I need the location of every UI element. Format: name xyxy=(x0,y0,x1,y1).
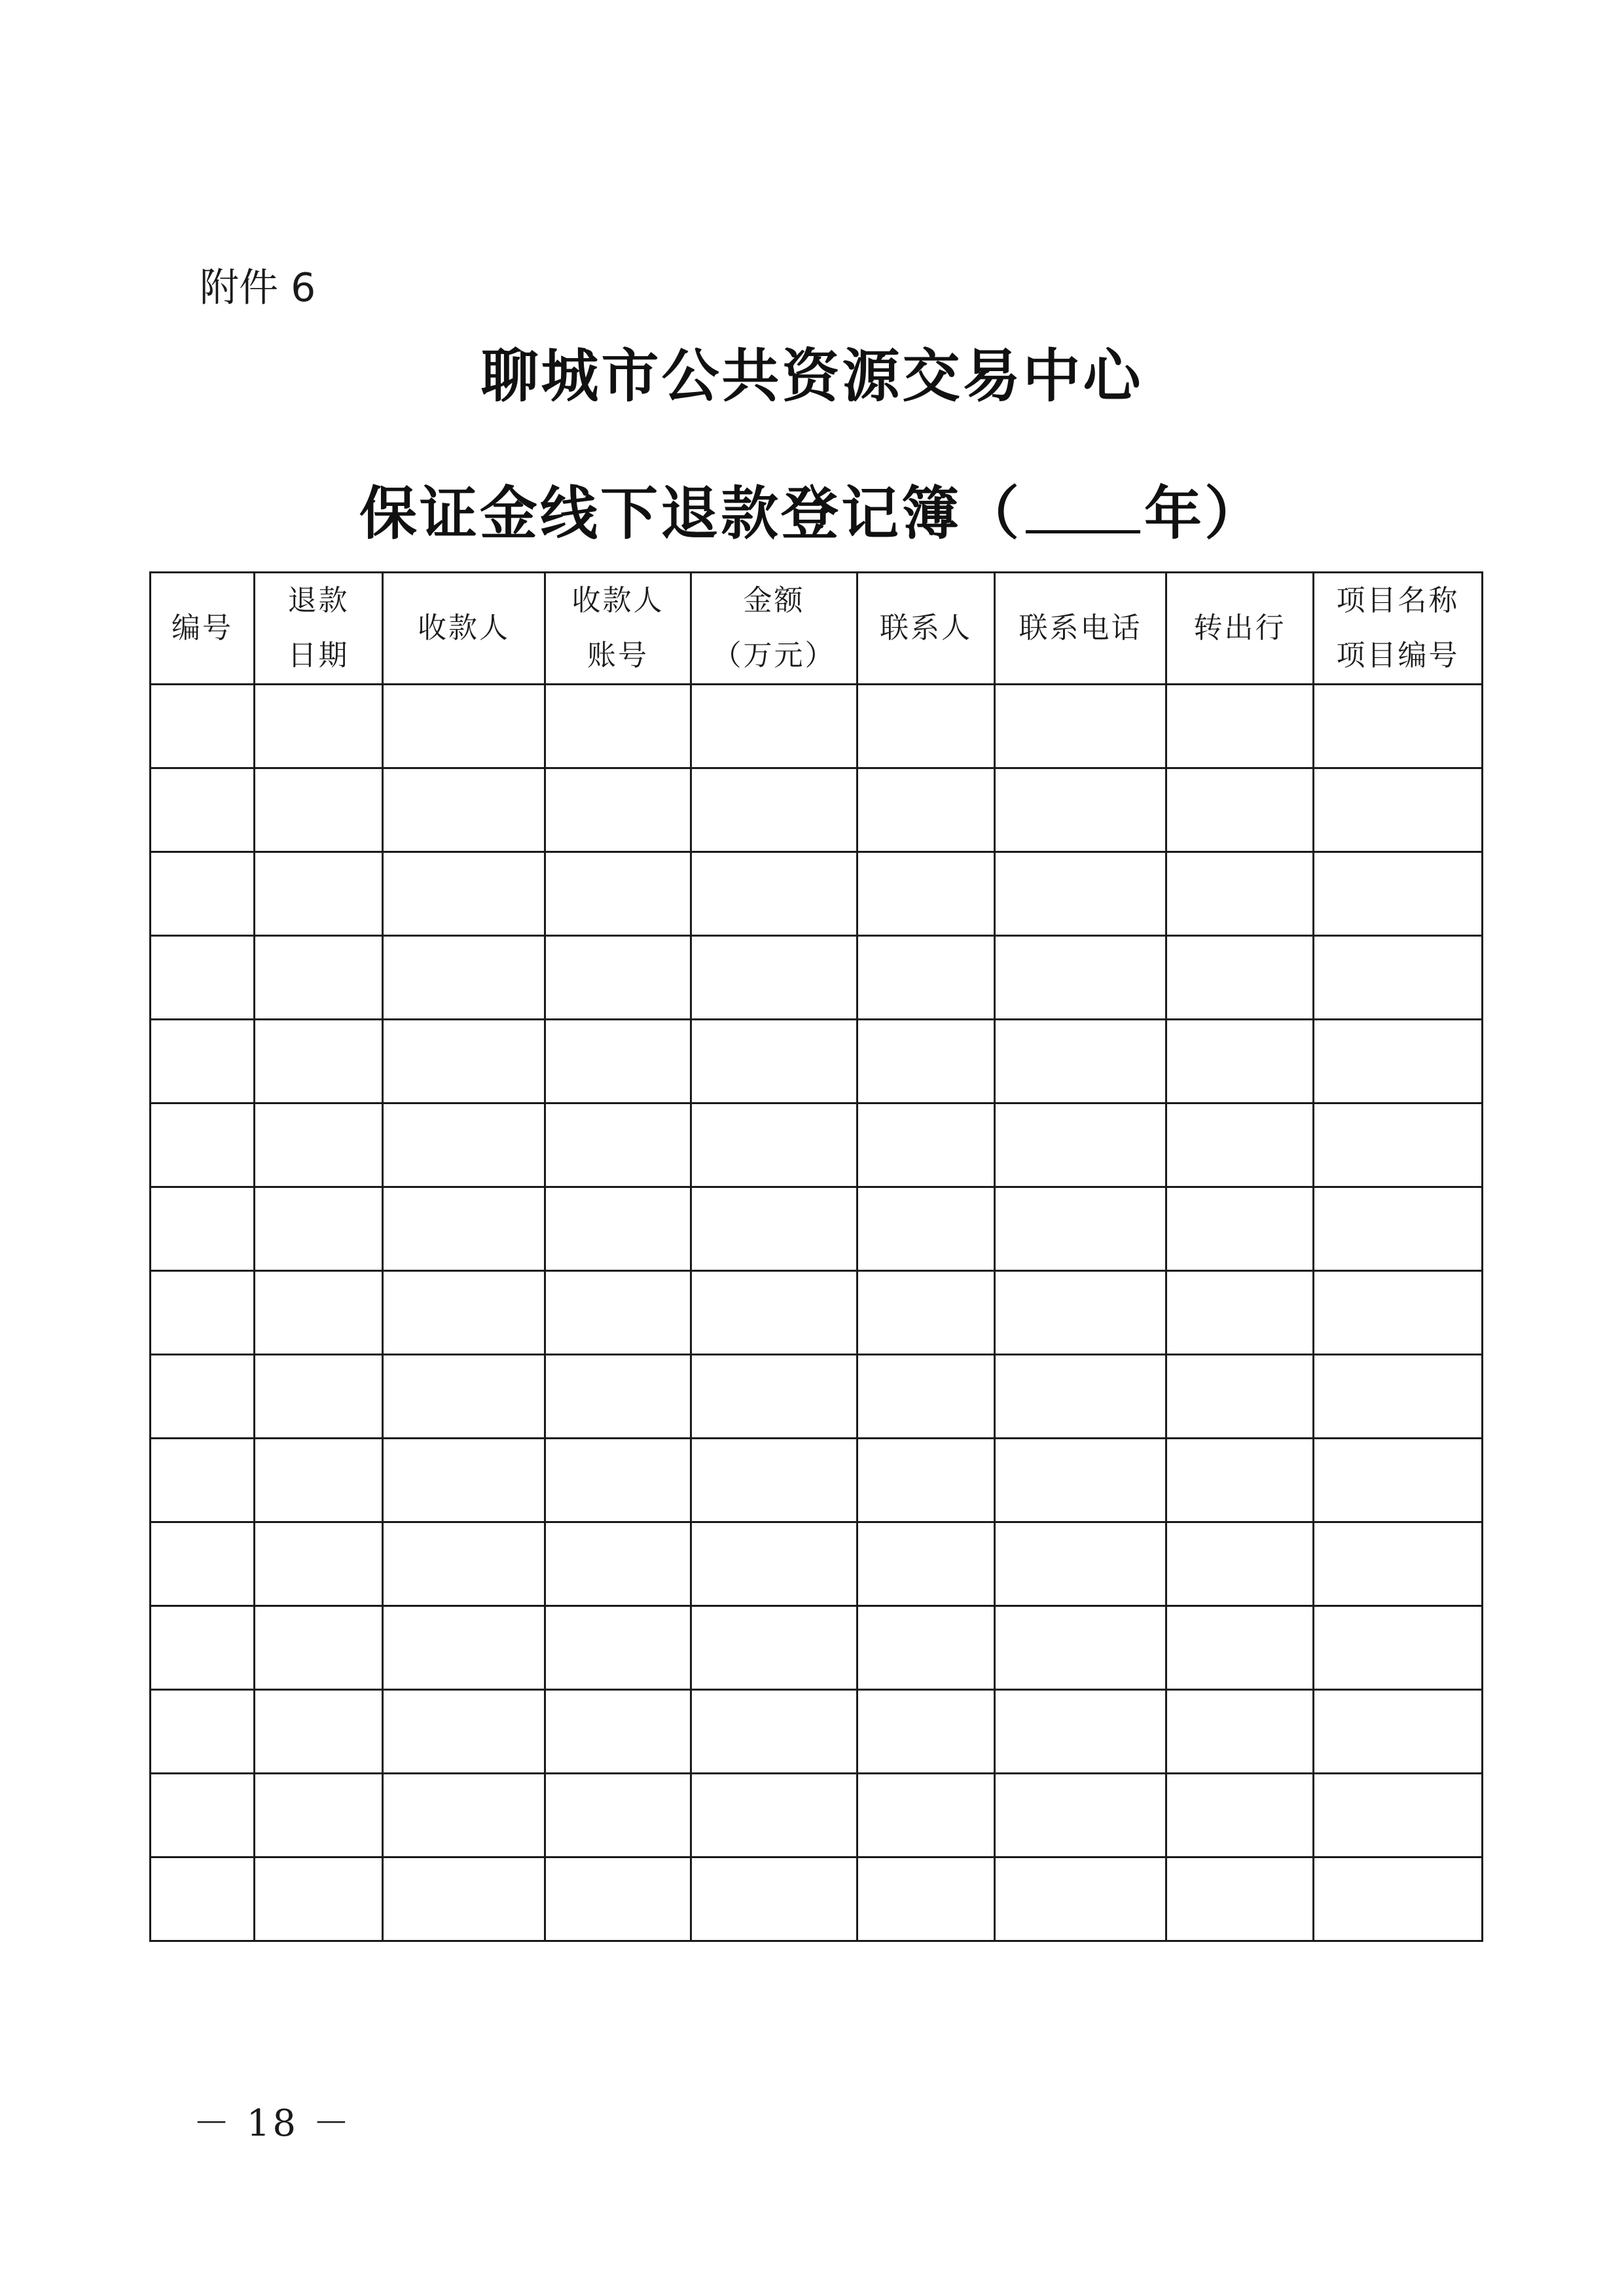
table-cell xyxy=(383,1857,545,1941)
table-row xyxy=(151,1606,1483,1690)
table-cell xyxy=(691,1690,857,1774)
table-cell xyxy=(151,1606,255,1690)
table-row xyxy=(151,1690,1483,1774)
column-header-label: 转出行 xyxy=(1193,611,1286,645)
table-cell xyxy=(545,1271,691,1355)
table-cell xyxy=(545,1690,691,1774)
table-cell xyxy=(383,1187,545,1271)
table-cell xyxy=(545,1187,691,1271)
table-cell xyxy=(995,1690,1166,1774)
table-cell xyxy=(151,1857,255,1941)
table-cell xyxy=(691,1857,857,1941)
column-header-label: 退款 xyxy=(287,584,350,617)
table-cell xyxy=(1314,1020,1483,1103)
table-cell xyxy=(995,1103,1166,1187)
table-cell xyxy=(545,1020,691,1103)
table-cell xyxy=(255,1355,383,1439)
column-header-label: 日期 xyxy=(287,639,350,672)
table-cell xyxy=(151,1271,255,1355)
table-cell xyxy=(857,852,995,936)
table-cell xyxy=(151,1522,255,1606)
table-cell xyxy=(545,936,691,1020)
table-cell xyxy=(995,1606,1166,1690)
table-cell xyxy=(255,768,383,852)
table-cell xyxy=(857,1522,995,1606)
table-row xyxy=(151,768,1483,852)
table-cell xyxy=(857,1606,995,1690)
table-cell xyxy=(857,1187,995,1271)
table-cell xyxy=(545,1439,691,1522)
table-cell xyxy=(995,936,1166,1020)
table-row xyxy=(151,1355,1483,1439)
table-cell xyxy=(151,1774,255,1857)
table-cell xyxy=(691,1606,857,1690)
table-row xyxy=(151,1774,1483,1857)
table-cell xyxy=(995,1522,1166,1606)
table-cell xyxy=(1166,1103,1314,1187)
table-cell xyxy=(857,1020,995,1103)
table-cell xyxy=(151,1187,255,1271)
table-cell xyxy=(691,1439,857,1522)
table-row xyxy=(151,1187,1483,1271)
column-header-label: 账号 xyxy=(587,639,649,672)
subtitle-suffix: 年） xyxy=(1144,479,1265,547)
table-cell xyxy=(255,1271,383,1355)
table-cell xyxy=(857,768,995,852)
table-cell xyxy=(545,768,691,852)
table-row xyxy=(151,1522,1483,1606)
table-cell xyxy=(151,1439,255,1522)
column-header-label: 收款人 xyxy=(571,584,664,617)
column-header-label: 收款人 xyxy=(418,611,510,645)
table-cell xyxy=(255,1020,383,1103)
table-cell xyxy=(255,1774,383,1857)
table-cell xyxy=(383,1606,545,1690)
table-cell xyxy=(383,1439,545,1522)
table-cell xyxy=(255,936,383,1020)
table-cell xyxy=(691,1103,857,1187)
column-header xyxy=(255,573,383,685)
table-cell xyxy=(995,1187,1166,1271)
table-cell xyxy=(995,685,1166,768)
table-cell xyxy=(1314,1187,1483,1271)
table-cell xyxy=(1314,1439,1483,1522)
table-row xyxy=(151,1103,1483,1187)
table-cell xyxy=(545,685,691,768)
table-cell xyxy=(151,1103,255,1187)
table-cell xyxy=(995,1020,1166,1103)
table-cell xyxy=(1166,768,1314,852)
column-header-label: 联系人 xyxy=(880,611,972,645)
table-cell xyxy=(255,1103,383,1187)
table-cell xyxy=(857,1103,995,1187)
table-cell xyxy=(1314,685,1483,768)
column-header xyxy=(1166,573,1314,685)
table-cell xyxy=(691,1774,857,1857)
table-cell xyxy=(383,1355,545,1439)
table-cell xyxy=(857,1439,995,1522)
table-cell xyxy=(995,1271,1166,1355)
column-header xyxy=(151,573,255,685)
document-subtitle xyxy=(0,468,1624,550)
table-cell xyxy=(1314,1355,1483,1439)
table-cell xyxy=(383,1522,545,1606)
table-cell xyxy=(383,1103,545,1187)
table-cell xyxy=(1166,1690,1314,1774)
table-cell xyxy=(1314,1606,1483,1690)
column-header xyxy=(857,573,995,685)
table-cell xyxy=(691,768,857,852)
table-cell xyxy=(1166,1439,1314,1522)
table-cell xyxy=(383,1690,545,1774)
table-cell xyxy=(255,685,383,768)
table-cell xyxy=(151,685,255,768)
table-cell xyxy=(1314,768,1483,852)
table-cell xyxy=(691,685,857,768)
table-cell xyxy=(995,1439,1166,1522)
column-header xyxy=(995,573,1166,685)
table-cell xyxy=(383,1774,545,1857)
table-cell xyxy=(383,685,545,768)
year-blank-line xyxy=(1026,483,1140,533)
table-row xyxy=(151,852,1483,936)
table-cell xyxy=(1314,936,1483,1020)
table-cell xyxy=(1314,1690,1483,1774)
table-cell xyxy=(383,768,545,852)
table-cell xyxy=(1166,1774,1314,1857)
table-cell xyxy=(545,1355,691,1439)
table-cell xyxy=(255,1439,383,1522)
table-cell xyxy=(383,1020,545,1103)
table-cell xyxy=(545,1103,691,1187)
table-cell xyxy=(691,1522,857,1606)
document-title: 聊城市公共资源交易中心 xyxy=(480,342,1144,410)
table-cell xyxy=(545,1857,691,1941)
table-cell xyxy=(255,852,383,936)
table-row xyxy=(151,1271,1483,1355)
table-cell xyxy=(691,1187,857,1271)
table-cell xyxy=(995,852,1166,936)
table-cell xyxy=(691,1355,857,1439)
table-cell xyxy=(383,852,545,936)
table-cell xyxy=(1166,1187,1314,1271)
table-cell xyxy=(995,768,1166,852)
table-cell xyxy=(1314,1522,1483,1606)
table-cell xyxy=(691,1020,857,1103)
column-header-label: 项目名称 xyxy=(1336,584,1460,617)
table-cell xyxy=(383,936,545,1020)
table-cell xyxy=(545,1522,691,1606)
table-cell xyxy=(255,1690,383,1774)
table-row xyxy=(151,936,1483,1020)
table-cell xyxy=(995,1857,1166,1941)
table-cell xyxy=(691,936,857,1020)
column-header-label: 联系电话 xyxy=(1019,611,1142,645)
table-cell xyxy=(857,1271,995,1355)
table-cell xyxy=(857,1355,995,1439)
table-row xyxy=(151,685,1483,768)
attachment-label: 附件 6 xyxy=(200,265,316,311)
column-header xyxy=(383,573,545,685)
column-header xyxy=(545,573,691,685)
column-header xyxy=(1314,573,1483,685)
table-cell xyxy=(995,1774,1166,1857)
table-cell xyxy=(545,852,691,936)
page-number: － 18 － xyxy=(193,2102,352,2145)
table-cell xyxy=(691,852,857,936)
table-cell xyxy=(857,685,995,768)
table-cell xyxy=(1166,936,1314,1020)
table-cell xyxy=(1314,1857,1483,1941)
table-cell xyxy=(1166,1606,1314,1690)
column-header-label: 金额 xyxy=(743,584,805,617)
table-cell xyxy=(151,1020,255,1103)
table-cell xyxy=(151,768,255,852)
table-cell xyxy=(1166,685,1314,768)
table-cell xyxy=(545,1606,691,1690)
table-cell xyxy=(857,1774,995,1857)
table-cell xyxy=(255,1606,383,1690)
table-cell xyxy=(1314,1103,1483,1187)
table-cell xyxy=(255,1857,383,1941)
column-header xyxy=(691,573,857,685)
column-header-label: 项目编号 xyxy=(1336,639,1460,672)
table-cell xyxy=(1166,1355,1314,1439)
table-cell xyxy=(545,1774,691,1857)
table-cell xyxy=(1166,852,1314,936)
table-cell xyxy=(1166,1857,1314,1941)
refund-register-table xyxy=(149,571,1483,1942)
table-cell xyxy=(995,1355,1166,1439)
table-cell xyxy=(691,1271,857,1355)
table-row xyxy=(151,1020,1483,1103)
table-cell xyxy=(151,1690,255,1774)
table-cell xyxy=(857,1690,995,1774)
table-cell xyxy=(151,852,255,936)
table-cell xyxy=(255,1187,383,1271)
table-cell xyxy=(857,1857,995,1941)
column-header-label: 编号 xyxy=(171,611,233,645)
table-cell xyxy=(151,1355,255,1439)
table-cell xyxy=(151,936,255,1020)
table-cell xyxy=(383,1271,545,1355)
table-cell xyxy=(255,1522,383,1606)
table-cell xyxy=(1166,1522,1314,1606)
column-header-label: （万元） xyxy=(712,639,836,672)
table-cell xyxy=(1166,1020,1314,1103)
subtitle-prefix: 保证金线下退款登记簿（ xyxy=(359,479,1022,547)
table-cell xyxy=(1314,1774,1483,1857)
table-row xyxy=(151,1439,1483,1522)
table-cell xyxy=(857,936,995,1020)
table-cell xyxy=(1314,1271,1483,1355)
table-cell xyxy=(1314,852,1483,936)
table-row xyxy=(151,1857,1483,1941)
table-header-row xyxy=(151,573,1483,685)
table-cell xyxy=(1166,1271,1314,1355)
